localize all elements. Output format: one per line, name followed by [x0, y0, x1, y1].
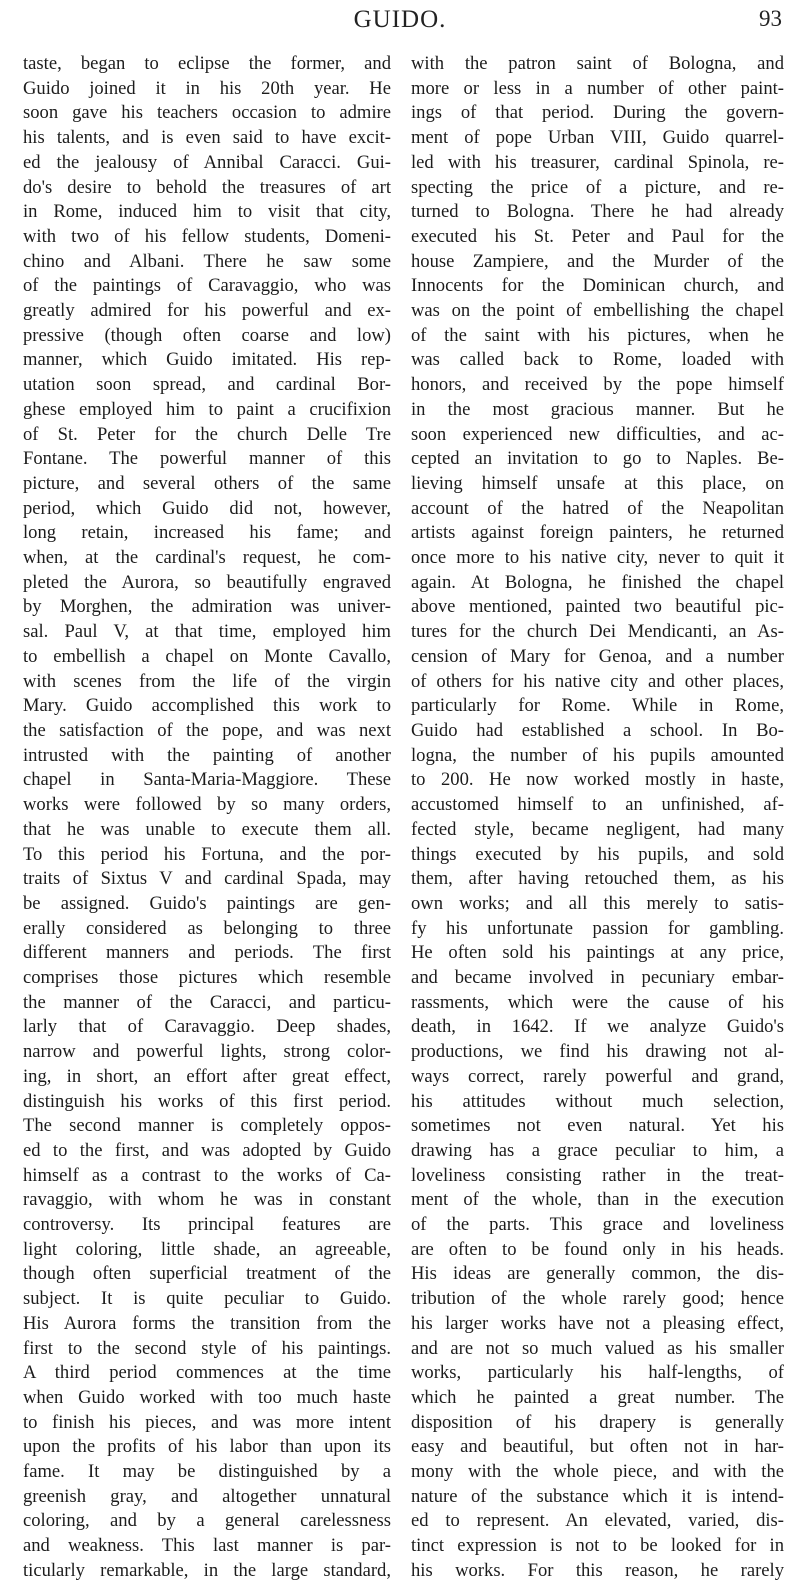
text-line: chino and Albani. There he saw some: [23, 250, 391, 272]
text-line: period, which Guido did not, however,: [23, 497, 391, 519]
text-line: ed to the first, and was adopted by Guido: [23, 1139, 391, 1161]
text-line: them, after having retouched them, as his: [411, 868, 784, 890]
text-line: turned to Bologna. There he had already: [411, 201, 784, 223]
text-line: was called back to Rome, loaded with: [411, 349, 784, 371]
text-line: with two of his fellow students, Domeni-: [23, 225, 391, 247]
text-line: long retain, increased his fame; and: [23, 522, 391, 544]
text-line: of the saint with his pictures, when he: [411, 324, 784, 346]
text-line: to finish his pieces, and was more intent: [23, 1411, 391, 1433]
text-line: pressive (though often coarse and low): [23, 324, 391, 346]
text-line: controversy. Its principal features are: [23, 1214, 391, 1236]
text-line: the manner of the Caracci, and particu-: [23, 991, 391, 1013]
text-line: death, in 1642. If we analyze Guido's: [411, 1016, 784, 1038]
text-line: Guido had established a school. In Bo-: [411, 719, 784, 741]
text-line: and weakness. This last manner is par-: [23, 1535, 391, 1557]
text-line: soon experienced new difficulties, and ac-: [411, 423, 784, 445]
text-line: when Guido worked with too much haste: [23, 1386, 391, 1408]
text-line: To this period his Fortuna, and the por-: [23, 843, 391, 865]
text-line: larly that of Caravaggio. Deep shades,: [23, 1016, 391, 1038]
text-line: accustomed himself to an unfinished, af-: [411, 794, 784, 816]
text-line: was on the point of embellishing the chapel: [411, 300, 784, 322]
text-line: first to the second style of his paintings.: [23, 1337, 391, 1359]
text-line: of the parts. This grace and loveliness: [411, 1214, 784, 1236]
text-line: when, at the cardinal's request, he com-: [23, 547, 391, 569]
text-line: narrow and powerful lights, strong color-: [23, 1041, 391, 1063]
text-line: soon gave his teachers occasion to admire: [23, 102, 391, 124]
text-line: ment of pope Urban VIII, Guido quarrel-: [411, 127, 784, 149]
text-line: to embellish a chapel on Monte Cavallo,: [23, 645, 391, 667]
text-line: intrusted with the painting of another: [23, 744, 391, 766]
text-line: house Zampiere, and the Murder of the: [411, 250, 784, 272]
text-line: fy his unfortunate passion for gambling.: [411, 917, 784, 939]
text-line: of the paintings of Caravaggio, who was: [23, 275, 391, 297]
text-line: artists against foreign painters, he returned: [411, 522, 784, 544]
text-line: works were followed by so many orders,: [23, 794, 391, 816]
text-line: easy and beautiful, but often not in har-: [411, 1436, 784, 1458]
text-line: his talents, and is even said to have excit-: [23, 127, 391, 149]
text-line: logna, the number of his pupils amounted: [411, 744, 784, 766]
text-line: ings of that period. During the govern-: [411, 102, 784, 124]
text-line: ed the jealousy of Annibal Caracci. Gui-: [23, 151, 391, 173]
text-line: productions, we find his drawing not al-: [411, 1041, 784, 1063]
text-line: Fontane. The powerful manner of this: [23, 448, 391, 470]
text-line: though often superficial treatment of the: [23, 1263, 391, 1285]
text-line: executed his St. Peter and Paul for the: [411, 225, 784, 247]
text-line: greenish gray, and altogether unnatural: [23, 1485, 391, 1507]
text-line: cension of Mary for Genoa, and a number: [411, 645, 784, 667]
text-line: erally considered as belonging to three: [23, 917, 391, 939]
text-line: utation soon spread, and cardinal Bor-: [23, 374, 391, 396]
text-line: his works. For this reason, he rarely: [411, 1559, 784, 1581]
text-line: upon the profits of his labor than upon its: [23, 1436, 391, 1458]
text-line: pleted the Aurora, so beautifully engraved: [23, 571, 391, 593]
text-line: light coloring, little shade, an agreeable,: [23, 1238, 391, 1260]
text-line: greatly admired for his powerful and ex-: [23, 300, 391, 322]
text-line: above mentioned, painted two beautiful pic-: [411, 596, 784, 618]
text-line: taste, began to eclipse the former, and: [23, 53, 391, 74]
text-line: do's desire to behold the treasures of art: [23, 176, 391, 198]
text-line: mony with the whole piece, and with the: [411, 1461, 784, 1483]
text-line: particularly for Rome. While in Rome,: [411, 695, 784, 717]
text-line: own works; and all this merely to satis-: [411, 892, 784, 914]
text-line: lieving himself unsafe at this place, on: [411, 472, 784, 494]
right-column: [411, 52, 784, 1584]
text-line: with scenes from the life of the virgin: [23, 670, 391, 692]
text-line: honors, and received by the pope himself: [411, 374, 784, 396]
running-head: [0, 0, 800, 36]
text-line: traits of Sixtus V and cardinal Spada, may: [23, 868, 391, 890]
text-line: things executed by his pupils, and sold: [411, 843, 784, 865]
text-line: Innocents for the Dominican church, and: [411, 275, 784, 297]
text-line: in the most gracious manner. But he: [411, 398, 784, 420]
text-line: to 200. He now worked mostly in haste,: [411, 769, 784, 791]
text-line: His Aurora forms the transition from the: [23, 1312, 391, 1334]
text-line: rassments, which were the cause of his: [411, 991, 784, 1013]
text-line: works, particularly his half-lengths, of: [411, 1362, 784, 1384]
text-line: with the patron saint of Bologna, and: [411, 53, 784, 74]
text-line: of others for his native city and other places,: [411, 670, 784, 692]
text-line: his larger works have not a pleasing effect,: [411, 1312, 784, 1334]
text-line: drawing has a grace peculiar to him, a: [411, 1139, 784, 1161]
text-line: and are not so much valued as his smaller: [411, 1337, 784, 1359]
text-line: specting the price of a picture, and re-: [411, 176, 784, 198]
text-line: ment of the whole, than in the execution: [411, 1189, 784, 1211]
text-line: be assigned. Guido's paintings are gen-: [23, 892, 391, 914]
text-line: sometimes not even natural. Yet his: [411, 1115, 784, 1137]
text-line: cepted an invitation to go to Naples. Be-: [411, 448, 784, 470]
text-line: sal. Paul V, at that time, employed him: [23, 621, 391, 643]
text-line: chapel in Santa-Maria-Maggiore. These: [23, 769, 391, 791]
text-line: in Rome, induced him to visit that city,: [23, 201, 391, 223]
text-line: ways correct, rarely powerful and grand,: [411, 1065, 784, 1087]
text-line: tures for the church Dei Mendicanti, an As-: [411, 621, 784, 643]
text-line: tribution of the whole rarely good; hence: [411, 1288, 784, 1310]
text-line: ghese employed him to paint a crucifixion: [23, 398, 391, 420]
text-line: which he painted a great number. The: [411, 1386, 784, 1408]
text-line: and became involved in pecuniary embar-: [411, 967, 784, 989]
text-line: of St. Peter for the church Delle Tre: [23, 423, 391, 445]
text-line: ravaggio, with whom he was in constant: [23, 1189, 391, 1211]
left-column: [23, 52, 391, 1584]
text-line: A third period commences at the time: [23, 1362, 391, 1384]
text-line: He often sold his paintings at any price,: [411, 942, 784, 964]
text-line: Mary. Guido accomplished this work to: [23, 695, 391, 717]
text-line: Guido joined it in his 20th year. He: [23, 77, 391, 99]
text-line: himself as a contrast to the works of Ca-: [23, 1164, 391, 1186]
page-number: 93: [759, 6, 782, 31]
text-line: tinct expression is not to be looked for in: [411, 1535, 784, 1557]
text-line: coloring, and by a general carelessness: [23, 1510, 391, 1532]
text-line: ticularly remarkable, in the large standard,: [23, 1559, 391, 1581]
text-line: account of the hatred of the Neapolitan: [411, 497, 784, 519]
text-line: fected style, became negligent, had many: [411, 818, 784, 840]
text-line: more or less in a number of other paint-: [411, 77, 784, 99]
text-line: His ideas are generally common, the dis-: [411, 1263, 784, 1285]
text-line: again. At Bologna, he finished the chapel: [411, 571, 784, 593]
text-line: his attitudes without much selection,: [411, 1090, 784, 1112]
text-line: picture, and several others of the same: [23, 472, 391, 494]
text-line: nature of the substance which it is intend-: [411, 1485, 784, 1507]
text-line: are often to be found only in his heads.: [411, 1238, 784, 1260]
running-title: GUIDO.: [353, 6, 447, 33]
text-line: ing, in short, an effort after great effect,: [23, 1065, 391, 1087]
text-line: fame. It may be distinguished by a: [23, 1461, 391, 1483]
text-line: the satisfaction of the pope, and was next: [23, 719, 391, 741]
text-line: once more to his native city, never to quit it: [411, 547, 784, 569]
text-line: different manners and periods. The first: [23, 942, 391, 964]
text-line: subject. It is quite peculiar to Guido.: [23, 1288, 391, 1310]
text-line: by Morghen, the admiration was univer-: [23, 596, 391, 618]
text-line: loveliness consisting rather in the treat-: [411, 1164, 784, 1186]
text-line: The second manner is completely oppos-: [23, 1115, 391, 1137]
text-line: ed to represent. An elevated, varied, dis-: [411, 1510, 784, 1532]
text-line: comprises those pictures which resemble: [23, 967, 391, 989]
text-line: that he was unable to execute them all.: [23, 818, 391, 840]
text-line: disposition of his drapery is generally: [411, 1411, 784, 1433]
text-line: distinguish his works of this first period.: [23, 1090, 391, 1112]
text-line: manner, which Guido imitated. His rep-: [23, 349, 391, 371]
text-line: led with his treasurer, cardinal Spinola, re-: [411, 151, 784, 173]
